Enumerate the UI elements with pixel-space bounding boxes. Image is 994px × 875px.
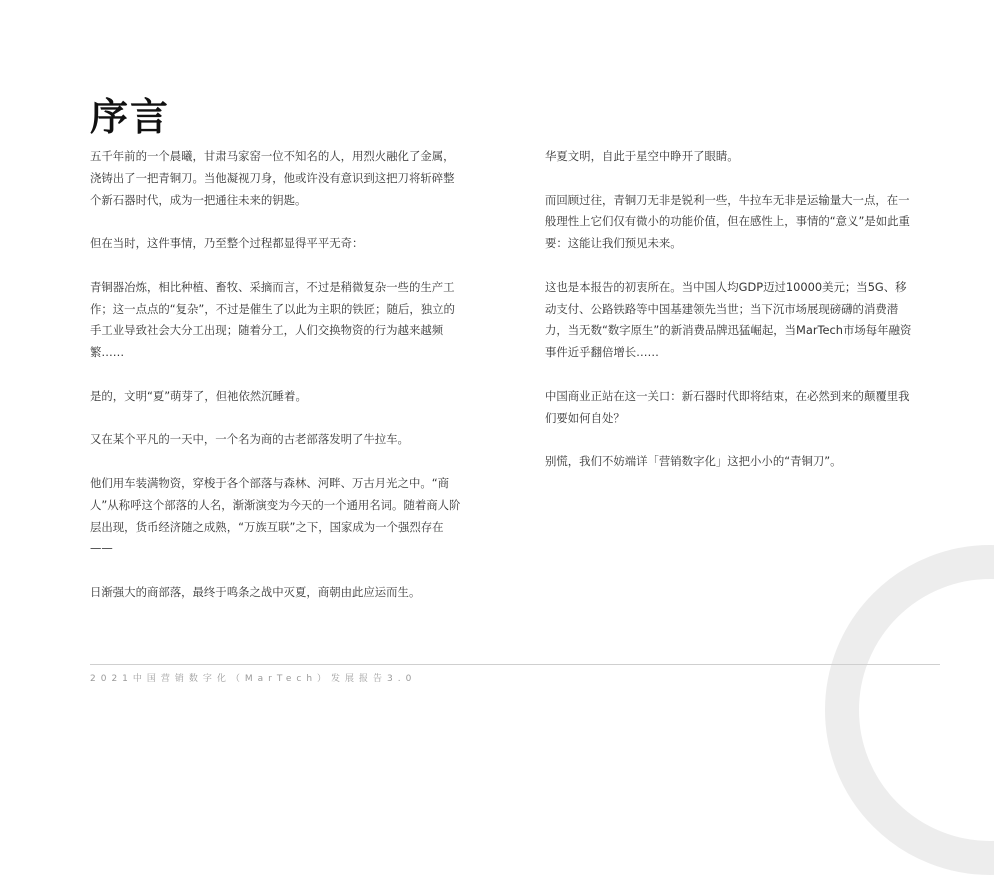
- paragraph: 又在某个平凡的一天中，一个名为商的古老部落发明了牛拉车。: [90, 432, 409, 447]
- paragraph: 是的，文明“夏”萌芽了，但祂依然沉睡着。: [90, 388, 307, 403]
- paragraph: 中国商业正站在这一关口：新石器时代即将结束，在必然到来的颠覆里我们要如何自处？: [545, 388, 910, 425]
- page-title: 序言: [90, 95, 171, 139]
- paragraph: 华夏文明，自此于星空中睁开了眼睛。: [545, 149, 739, 163]
- right-column: [545, 146, 917, 495]
- decorative-ring: [825, 545, 994, 875]
- paragraph: 他们用车装满物资，穿梭于各个部落与森林、河畔、万古月光之中。“商人”从称呼这个部落的人名，渐渐演变为今天的一个通用名词。随着商人阶层出现，货币经济随之成熟，“万族互联”之下，国家成为一个强烈存在——: [90, 475, 461, 556]
- footer-divider: [90, 664, 940, 665]
- footer-report-title: 2021中国营销数字化（MarTech）发展报告3.0: [90, 674, 417, 684]
- left-column: [90, 146, 462, 626]
- paragraph: 日渐强大的商部落，最终于鸣条之战中灭夏，商朝由此应运而生。: [90, 584, 421, 599]
- paragraph: 这也是本报告的初衷所在。当中国人均GDP迈过10000美元；当5G、移动支付、公路铁路等中国基建领先当世；当下沉市场展现磅礴的消费潜力，当无数“数字原生”的新消费品牌迅猛崛起，当MarTech市场每年融资事件近乎翻倍增长……: [545, 279, 912, 360]
- paragraph: 而回顾过往，青铜刀无非是锐利一些，牛拉车无非是运输量大一点，在一般理性上它们仅有微小的功能价值，但在感性上，事情的“意义”是如此重要：这能让我们预见未来。: [545, 192, 910, 251]
- paragraph: 别慌，我们不妨端详「营销数字化」这把小小的“青铜刀”。: [545, 454, 842, 469]
- paragraph: 五千年前的一个晨曦，甘肃马家窑一位不知名的人，用烈火融化了金属，浇铸出了一把青铜刀。当他凝视刀身，他或许没有意识到这把刀将斩碎整个新石器时代，成为一把通往未来的钥匙。: [90, 149, 455, 207]
- paragraph: 但在当时，这件事情，乃至整个过程都显得平平无奇：: [90, 236, 364, 251]
- paragraph: 青铜器冶炼，相比种植、畜牧、采摘而言，不过是稍微复杂一些的生产工作；这一点点的“复杂”，不过是催生了以此为主职的铁匠；随后，独立的手工业导致社会大分工出现；随着分工，人们交换物资的行为越来越频繁……: [90, 279, 455, 360]
